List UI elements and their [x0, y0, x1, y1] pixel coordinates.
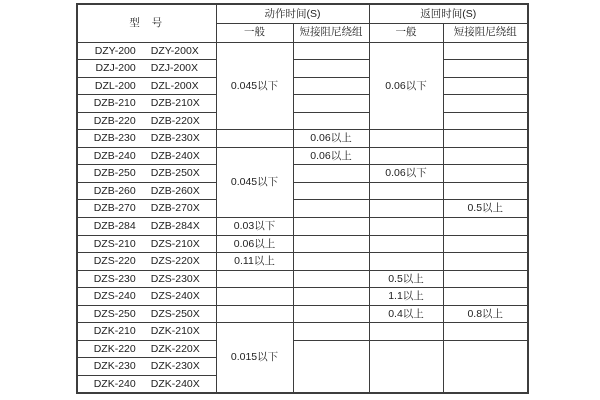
model-name: DZS-220 — [93, 255, 136, 268]
return-general-cell: 0.06以下 — [369, 42, 443, 130]
return-general-cell: 0.5以上 — [369, 270, 443, 288]
action-damped-cell — [293, 165, 369, 183]
model-name: DZB-270 — [93, 202, 136, 215]
action-general-cell: 0.045以下 — [216, 42, 293, 130]
model-cell — [77, 358, 216, 376]
model-name: DZB-250 — [93, 167, 136, 180]
model-name-x: DZB-260X — [150, 184, 200, 197]
header-return-damped: 短接阻尼绕组 — [443, 23, 528, 42]
table-row — [77, 130, 528, 148]
model-name-x: DZY-200X — [150, 44, 199, 57]
return-damped-cell — [443, 147, 528, 165]
model-cell — [77, 217, 216, 235]
action-damped-cell — [293, 60, 369, 78]
model-cell — [77, 288, 216, 306]
table-row — [77, 200, 528, 218]
model-name: DZB-220 — [93, 114, 136, 127]
action-damped-cell — [293, 112, 369, 130]
model-cell — [77, 95, 216, 113]
header-return-general: 一般 — [369, 23, 443, 42]
action-damped-cell: 0.06以上 — [293, 147, 369, 165]
model-pair — [78, 63, 216, 74]
action-damped-cell — [293, 95, 369, 113]
table-row — [77, 288, 528, 306]
header-action-general: 一般 — [216, 23, 293, 42]
model-name-x: DZK-240X — [150, 377, 200, 390]
return-general-cell: 0.06以下 — [369, 165, 443, 183]
table-row — [77, 340, 528, 358]
table-row — [77, 323, 528, 341]
return-general-cell — [369, 182, 443, 200]
action-general-cell — [216, 288, 293, 306]
model-name-x: DZK-230X — [150, 360, 200, 373]
model-cell — [77, 42, 216, 60]
model-name: DZK-240 — [93, 377, 136, 390]
model-pair — [78, 203, 216, 214]
model-cell — [77, 130, 216, 148]
model-name: DZS-230 — [93, 272, 136, 285]
action-damped-cell — [293, 182, 369, 200]
model-pair — [78, 98, 216, 109]
model-pair — [78, 361, 216, 372]
model-pair — [78, 379, 216, 390]
model-name-x: DZJ-200X — [150, 62, 199, 75]
return-damped-cell — [443, 340, 528, 393]
return-damped-cell: 0.8以上 — [443, 305, 528, 323]
return-damped-cell — [443, 323, 528, 341]
action-damped-cell — [293, 253, 369, 271]
return-damped-cell — [443, 182, 528, 200]
action-damped-cell — [293, 323, 369, 341]
model-pair — [78, 239, 216, 250]
model-cell — [77, 182, 216, 200]
model-name-x: DZB-240X — [150, 149, 200, 162]
model-cell — [77, 112, 216, 130]
return-general-cell — [369, 130, 443, 148]
model-pair — [78, 186, 216, 197]
model-pair — [78, 309, 216, 320]
header-return-time: 返回时间(S) — [369, 4, 528, 23]
model-cell — [77, 147, 216, 165]
return-general-cell — [369, 147, 443, 165]
table-row — [77, 77, 528, 95]
action-general-cell: 0.03以下 — [216, 217, 293, 235]
return-damped-cell — [443, 130, 528, 148]
table-header — [77, 4, 528, 42]
model-cell — [77, 235, 216, 253]
model-name: DZJ-200 — [95, 62, 136, 75]
model-name-x: DZK-220X — [150, 342, 200, 355]
model-name-x: DZB-270X — [150, 202, 200, 215]
header-model: 型 号 — [77, 4, 216, 42]
model-name-x: DZB-220X — [150, 114, 200, 127]
model-cell — [77, 270, 216, 288]
action-damped-cell — [293, 288, 369, 306]
table-row — [77, 42, 528, 60]
table-row — [77, 217, 528, 235]
action-damped-cell — [293, 200, 369, 218]
action-damped-cell — [293, 217, 369, 235]
model-pair — [78, 274, 216, 285]
action-general-cell — [216, 130, 293, 148]
model-name: DZB-210 — [93, 97, 136, 110]
header-action-damped: 短接阻尼绕组 — [293, 23, 369, 42]
model-name-x: DZS-240X — [150, 290, 200, 303]
action-damped-cell — [293, 270, 369, 288]
model-cell — [77, 200, 216, 218]
return-general-cell: 1.1以上 — [369, 288, 443, 306]
model-cell — [77, 305, 216, 323]
action-general-cell: 0.015以下 — [216, 323, 293, 393]
return-damped-cell — [443, 165, 528, 183]
model-pair — [78, 256, 216, 267]
model-name: DZB-284 — [93, 219, 136, 232]
model-name-x: DZK-210X — [150, 325, 200, 338]
model-pair — [78, 46, 216, 57]
return-damped-cell — [443, 42, 528, 60]
return-general-cell — [369, 235, 443, 253]
table-row — [77, 305, 528, 323]
action-damped-cell — [293, 42, 369, 60]
model-name-x: DZL-200X — [150, 79, 199, 92]
action-general-cell: 0.11以上 — [216, 253, 293, 271]
model-pair — [78, 326, 216, 337]
action-general-cell — [216, 270, 293, 288]
return-general-cell — [369, 253, 443, 271]
model-name: DZK-220 — [93, 342, 136, 355]
table-body — [77, 42, 528, 393]
model-pair — [78, 81, 216, 92]
return-damped-cell — [443, 235, 528, 253]
model-pair — [78, 116, 216, 127]
model-name-x: DZB-250X — [150, 167, 200, 180]
model-pair — [78, 151, 216, 162]
model-name: DZB-260 — [93, 184, 136, 197]
table-row — [77, 253, 528, 271]
action-damped-cell — [293, 235, 369, 253]
return-general-cell — [369, 340, 443, 393]
model-cell — [77, 165, 216, 183]
model-name-x: DZS-250X — [150, 307, 200, 320]
model-name: DZS-240 — [93, 290, 136, 303]
model-pair — [78, 221, 216, 232]
model-name: DZK-210 — [93, 325, 136, 338]
table-row — [77, 147, 528, 165]
return-damped-cell — [443, 95, 528, 113]
return-damped-cell — [443, 253, 528, 271]
model-name: DZB-240 — [93, 149, 136, 162]
table-row — [77, 60, 528, 78]
model-name-x: DZB-284X — [150, 219, 200, 232]
action-damped-cell — [293, 340, 369, 393]
return-damped-cell — [443, 112, 528, 130]
model-name: DZS-210 — [93, 237, 136, 250]
model-name: DZL-200 — [94, 79, 136, 92]
return-general-cell: 0.4以上 — [369, 305, 443, 323]
return-damped-cell — [443, 288, 528, 306]
model-cell — [77, 323, 216, 341]
return-general-cell — [369, 217, 443, 235]
model-name: DZB-230 — [93, 132, 136, 145]
model-name-x: DZB-210X — [150, 97, 200, 110]
model-name-x: DZS-220X — [150, 255, 200, 268]
return-damped-cell: 0.5以上 — [443, 200, 528, 218]
model-cell — [77, 60, 216, 78]
model-cell — [77, 253, 216, 271]
table-row — [77, 182, 528, 200]
action-general-cell: 0.06以上 — [216, 235, 293, 253]
model-name-x: DZB-230X — [150, 132, 200, 145]
table-row — [77, 235, 528, 253]
return-damped-cell — [443, 270, 528, 288]
action-damped-cell — [293, 77, 369, 95]
model-name-x: DZS-210X — [150, 237, 200, 250]
model-pair — [78, 133, 216, 144]
relay-timing-table — [76, 3, 529, 394]
table-row — [77, 165, 528, 183]
return-general-cell — [369, 200, 443, 218]
model-name: DZY-200 — [94, 44, 136, 57]
header-action-time: 动作时间(S) — [216, 4, 369, 23]
model-cell — [77, 340, 216, 358]
return-damped-cell — [443, 77, 528, 95]
model-name: DZK-230 — [93, 360, 136, 373]
action-general-cell — [216, 305, 293, 323]
return-general-cell — [369, 323, 443, 341]
action-damped-cell — [293, 305, 369, 323]
model-name: DZS-250 — [93, 307, 136, 320]
model-cell — [77, 77, 216, 95]
table-row — [77, 112, 528, 130]
model-pair — [78, 344, 216, 355]
relay-timing-table-container — [76, 3, 529, 394]
table-row — [77, 95, 528, 113]
return-damped-cell — [443, 217, 528, 235]
return-damped-cell — [443, 60, 528, 78]
action-general-cell: 0.045以下 — [216, 147, 293, 217]
table-row — [77, 270, 528, 288]
model-cell — [77, 375, 216, 393]
model-pair — [78, 168, 216, 179]
action-damped-cell: 0.06以上 — [293, 130, 369, 148]
model-name-x: DZS-230X — [150, 272, 200, 285]
model-pair — [78, 291, 216, 302]
